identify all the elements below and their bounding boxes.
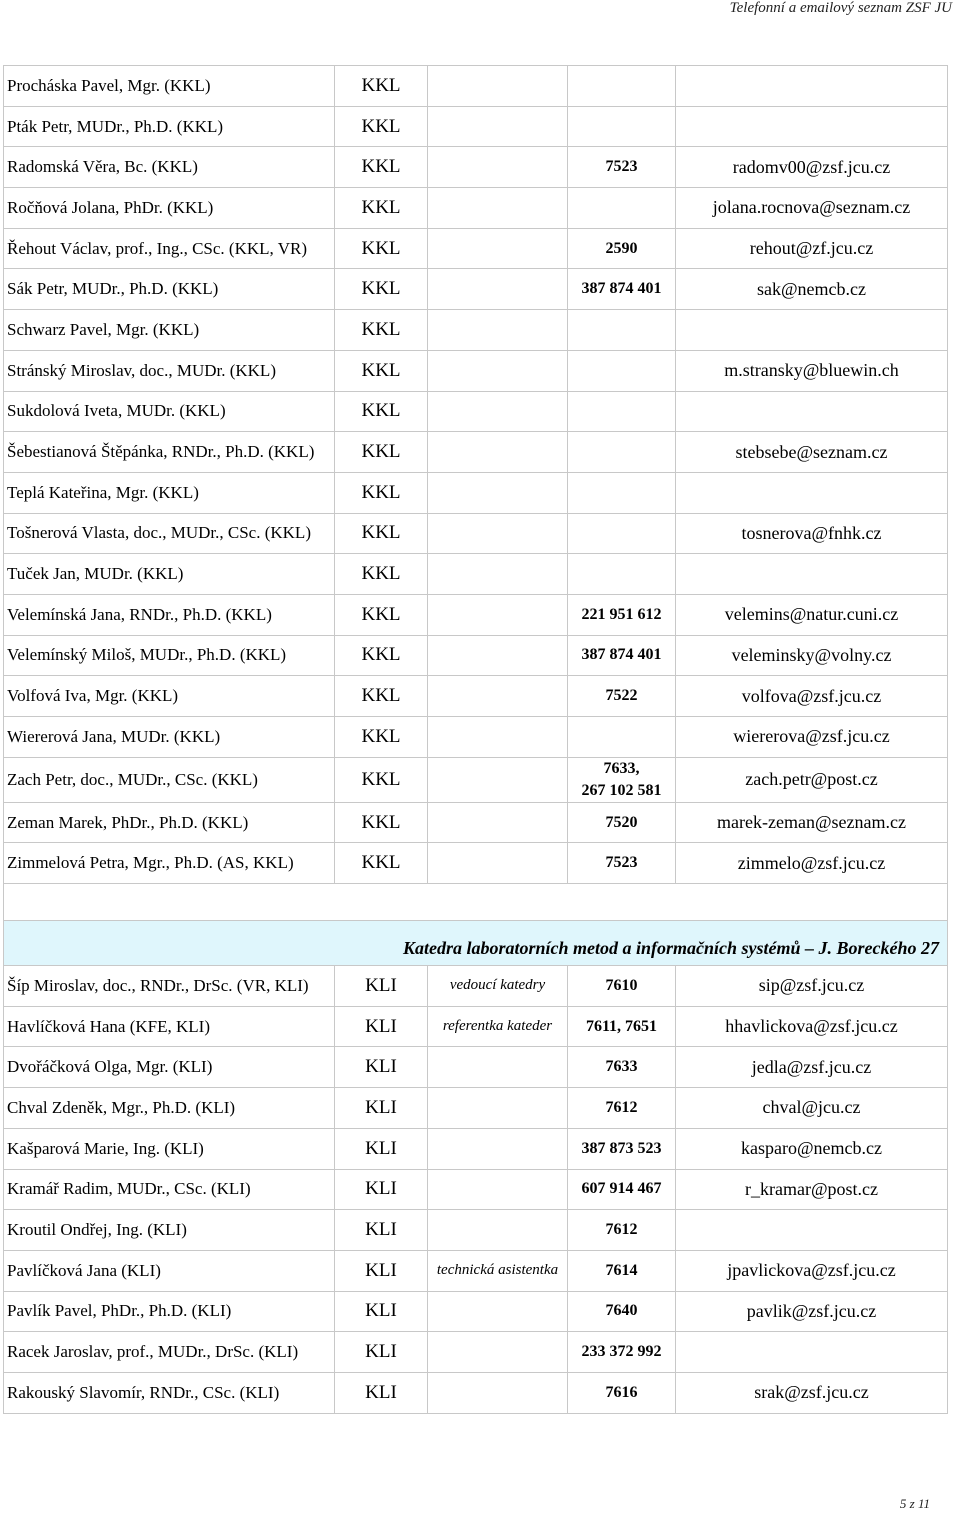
phone-number: 7612 (568, 1088, 676, 1129)
phone-number (568, 188, 676, 229)
page-number: 5 z 11 (899, 1496, 930, 1511)
phone-number (568, 66, 676, 107)
phone-number (568, 717, 676, 758)
contact-name: Zimmelová Petra, Mgr., Ph.D. (AS, KKL) (4, 843, 335, 884)
section-header-row (4, 921, 948, 966)
contact-row (4, 269, 948, 310)
email-address: pavlik@zsf.jcu.cz (676, 1291, 948, 1332)
phone-number: 7640 (568, 1291, 676, 1332)
role-text (428, 554, 568, 595)
contact-row (4, 966, 948, 1007)
contact-name: Teplá Kateřina, Mgr. (KKL) (4, 472, 335, 513)
department-code: KLI (335, 1372, 428, 1413)
role-text (428, 1128, 568, 1169)
contact-name: Volfová Iva, Mgr. (KKL) (4, 676, 335, 717)
phone-number: 7610 (568, 966, 676, 1007)
department-code: KKL (335, 432, 428, 473)
email-address (676, 391, 948, 432)
contact-row (4, 1372, 948, 1413)
spacer-row (4, 884, 948, 921)
role-text (428, 1291, 568, 1332)
email-address: veleminsky@volny.cz (676, 635, 948, 676)
email-address: m.stransky@bluewin.ch (676, 350, 948, 391)
contact-row (4, 1047, 948, 1088)
contact-name: Rakouský Slavomír, RNDr., CSc. (KLI) (4, 1372, 335, 1413)
department-code: KKL (335, 554, 428, 595)
contact-row (4, 350, 948, 391)
contact-row (4, 513, 948, 554)
department-code: KLI (335, 1169, 428, 1210)
email-address: velemins@natur.cuni.cz (676, 594, 948, 635)
contact-name: Dvořáčková Olga, Mgr. (KLI) (4, 1047, 335, 1088)
phone-number: 7633 (568, 1047, 676, 1088)
kkl-section (4, 66, 948, 884)
role-text (428, 432, 568, 473)
email-address: stebsebe@seznam.cz (676, 432, 948, 473)
phone-number (568, 106, 676, 147)
phone-number: 7616 (568, 1372, 676, 1413)
department-code: KKL (335, 147, 428, 188)
phone-number: 7520 (568, 802, 676, 843)
contact-row (4, 1128, 948, 1169)
role-text (428, 1088, 568, 1129)
email-address (676, 1210, 948, 1251)
department-code: KKL (335, 717, 428, 758)
role-text (428, 1332, 568, 1373)
contact-name: Kramář Radim, MUDr., CSc. (KLI) (4, 1169, 335, 1210)
contact-row (4, 554, 948, 595)
department-code: KLI (335, 1128, 428, 1169)
phone-number: 233 372 992 (568, 1332, 676, 1373)
contact-name: Velemínská Jana, RNDr., Ph.D. (KKL) (4, 594, 335, 635)
contact-name: Ročňová Jolana, PhDr. (KKL) (4, 188, 335, 229)
contact-row (4, 1291, 948, 1332)
department-code: KKL (335, 635, 428, 676)
contact-name: Chval Zdeněk, Mgr., Ph.D. (KLI) (4, 1088, 335, 1129)
department-code: KLI (335, 1006, 428, 1047)
department-code: KKL (335, 594, 428, 635)
email-address: tosnerova@fnhk.cz (676, 513, 948, 554)
contact-row (4, 757, 948, 802)
contact-row (4, 310, 948, 351)
contact-name: Tošnerová Vlasta, doc., MUDr., CSc. (KKL) (4, 513, 335, 554)
department-code: KKL (335, 188, 428, 229)
contact-name: Kroutil Ondřej, Ing. (KLI) (4, 1210, 335, 1251)
department-code: KKL (335, 757, 428, 802)
contact-row (4, 1006, 948, 1047)
contact-row (4, 432, 948, 473)
contact-name: Pták Petr, MUDr., Ph.D. (KKL) (4, 106, 335, 147)
department-code: KKL (335, 310, 428, 351)
email-address: radomv00@zsf.jcu.cz (676, 147, 948, 188)
page-header-title: Telefonní a emailový seznam ZSF JU (729, 0, 952, 16)
contact-name: Pavlík Pavel, PhDr., Ph.D. (KLI) (4, 1291, 335, 1332)
department-code: KLI (335, 1047, 428, 1088)
contact-row (4, 635, 948, 676)
contact-row (4, 188, 948, 229)
department-code: KKL (335, 391, 428, 432)
role-text (428, 391, 568, 432)
role-text (428, 228, 568, 269)
phone-number: 7523 (568, 843, 676, 884)
contact-row (4, 66, 948, 107)
contact-row (4, 1210, 948, 1251)
contact-name: Šíp Miroslav, doc., RNDr., DrSc. (VR, KLI) (4, 966, 335, 1007)
phone-number: 607 914 467 (568, 1169, 676, 1210)
email-address: zach.petr@post.cz (676, 757, 948, 802)
role-text (428, 1372, 568, 1413)
contact-row (4, 106, 948, 147)
department-code: KLI (335, 1291, 428, 1332)
phone-line-2: 267 102 581 (581, 781, 662, 799)
phone-number: 7612 (568, 1210, 676, 1251)
role-text (428, 310, 568, 351)
email-address (676, 106, 948, 147)
role-text (428, 757, 568, 802)
phone-number: 387 874 401 (568, 269, 676, 310)
phone-number: 221 951 612 (568, 594, 676, 635)
email-address: srak@zsf.jcu.cz (676, 1372, 948, 1413)
contact-row (4, 1088, 948, 1129)
email-address: sak@nemcb.cz (676, 269, 948, 310)
department-code: KKL (335, 228, 428, 269)
contact-row (4, 676, 948, 717)
department-code: KKL (335, 676, 428, 717)
role-text (428, 188, 568, 229)
email-address: jedla@zsf.jcu.cz (676, 1047, 948, 1088)
phone-number (568, 554, 676, 595)
contact-row (4, 594, 948, 635)
role-text (428, 66, 568, 107)
contact-row (4, 147, 948, 188)
phone-number: 2590 (568, 228, 676, 269)
phone-number (568, 391, 676, 432)
department-code: KLI (335, 1250, 428, 1291)
phone-number (568, 310, 676, 351)
role-text (428, 717, 568, 758)
role-text (428, 513, 568, 554)
role-text (428, 147, 568, 188)
email-address: hhavlickova@zsf.jcu.cz (676, 1006, 948, 1047)
contact-name: Radomská Věra, Bc. (KKL) (4, 147, 335, 188)
phone-number: 7523 (568, 147, 676, 188)
contact-row (4, 1250, 948, 1291)
contact-name: Schwarz Pavel, Mgr. (KKL) (4, 310, 335, 351)
department-code: KLI (335, 1332, 428, 1373)
role-text (428, 106, 568, 147)
email-address (676, 66, 948, 107)
phone-number (568, 432, 676, 473)
email-address: rehout@zf.jcu.cz (676, 228, 948, 269)
department-code: KKL (335, 269, 428, 310)
role-text (428, 1210, 568, 1251)
contact-name: Pavlíčková Jana (KLI) (4, 1250, 335, 1291)
department-code: KKL (335, 513, 428, 554)
contact-name: Sukdolová Iveta, MUDr. (KKL) (4, 391, 335, 432)
email-address: jolana.rocnova@seznam.cz (676, 188, 948, 229)
phone-number: 7522 (568, 676, 676, 717)
contact-name: Havlíčková Hana (KFE, KLI) (4, 1006, 335, 1047)
email-address: r_kramar@post.cz (676, 1169, 948, 1210)
section-title: Katedra laboratorních metod a informačních systémů – J. Boreckého 27 (4, 921, 948, 966)
email-address: jpavlickova@zsf.jcu.cz (676, 1250, 948, 1291)
role-text: vedoucí katedry (428, 966, 568, 1007)
email-address (676, 554, 948, 595)
contact-name: Sák Petr, MUDr., Ph.D. (KKL) (4, 269, 335, 310)
phone-number (568, 472, 676, 513)
contact-name: Šebestianová Štěpánka, RNDr., Ph.D. (KKL) (4, 432, 335, 473)
contact-name: Kašparová Marie, Ing. (KLI) (4, 1128, 335, 1169)
section-separator (4, 884, 948, 966)
department-code: KLI (335, 1210, 428, 1251)
email-address: sip@zsf.jcu.cz (676, 966, 948, 1007)
contact-name: Velemínský Miloš, MUDr., Ph.D. (KKL) (4, 635, 335, 676)
role-text (428, 802, 568, 843)
department-code: KKL (335, 802, 428, 843)
email-address (676, 472, 948, 513)
contact-row (4, 802, 948, 843)
contact-table (3, 65, 948, 1414)
department-code: KKL (335, 843, 428, 884)
role-text: technická asistentka (428, 1250, 568, 1291)
department-code: KKL (335, 350, 428, 391)
email-address: kasparo@nemcb.cz (676, 1128, 948, 1169)
phone-number (568, 757, 676, 802)
contact-name: Wiererová Jana, MUDr. (KKL) (4, 717, 335, 758)
contact-row (4, 1169, 948, 1210)
phone-number: 7611, 7651 (568, 1006, 676, 1047)
phone-number (568, 350, 676, 391)
role-text (428, 1047, 568, 1088)
contact-name: Zeman Marek, PhDr., Ph.D. (KKL) (4, 802, 335, 843)
role-text (428, 594, 568, 635)
email-address: chval@jcu.cz (676, 1088, 948, 1129)
phone-number: 7614 (568, 1250, 676, 1291)
role-text (428, 1169, 568, 1210)
role-text (428, 676, 568, 717)
role-text (428, 269, 568, 310)
department-code: KKL (335, 66, 428, 107)
role-text (428, 350, 568, 391)
email-address: wiererova@zsf.jcu.cz (676, 717, 948, 758)
department-code: KKL (335, 472, 428, 513)
contact-row (4, 391, 948, 432)
contact-name: Racek Jaroslav, prof., MUDr., DrSc. (KLI) (4, 1332, 335, 1373)
contact-row (4, 472, 948, 513)
contact-name: Tuček Jan, MUDr. (KKL) (4, 554, 335, 595)
contact-row (4, 228, 948, 269)
kli-section (4, 966, 948, 1414)
role-text (428, 635, 568, 676)
phone-line-1: 7633, (603, 759, 640, 777)
contact-name: Stránský Miroslav, doc., MUDr. (KKL) (4, 350, 335, 391)
contact-row (4, 843, 948, 884)
email-address: volfova@zsf.jcu.cz (676, 676, 948, 717)
email-address: marek-zeman@seznam.cz (676, 802, 948, 843)
role-text: referentka kateder (428, 1006, 568, 1047)
role-text (428, 843, 568, 884)
contact-name: Procháska Pavel, Mgr. (KKL) (4, 66, 335, 107)
department-code: KLI (335, 1088, 428, 1129)
contact-row (4, 717, 948, 758)
department-code: KLI (335, 966, 428, 1007)
contact-name: Zach Petr, doc., MUDr., CSc. (KKL) (4, 757, 335, 802)
role-text (428, 472, 568, 513)
email-address (676, 1332, 948, 1373)
contact-name: Řehout Václav, prof., Ing., CSc. (KKL, VR) (4, 228, 335, 269)
phone-number: 387 873 523 (568, 1128, 676, 1169)
email-address (676, 310, 948, 351)
phone-number (568, 513, 676, 554)
department-code: KKL (335, 106, 428, 147)
phone-number: 387 874 401 (568, 635, 676, 676)
email-address: zimmelo@zsf.jcu.cz (676, 843, 948, 884)
contact-row (4, 1332, 948, 1373)
